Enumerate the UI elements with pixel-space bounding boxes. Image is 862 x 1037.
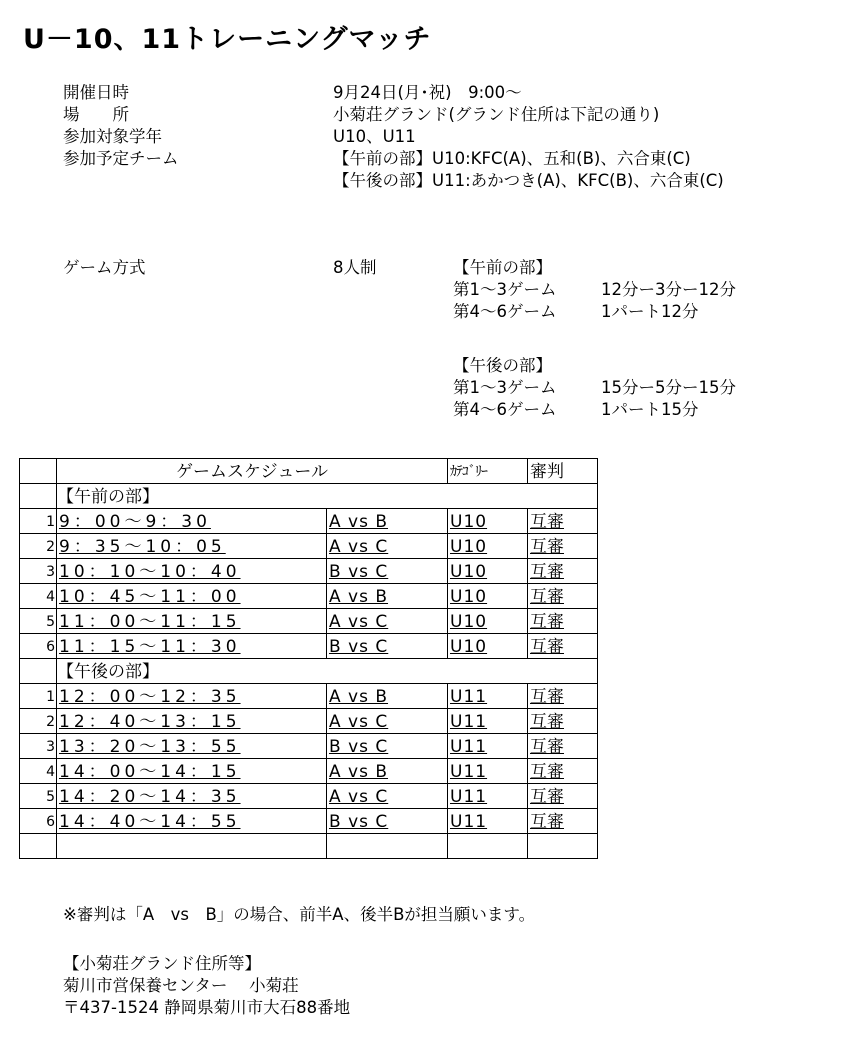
time-slot: 14：40～14：55 [57, 809, 327, 834]
referee: 互審 [528, 559, 598, 584]
game-range: 第4～6ゲーム [453, 302, 557, 321]
schedule-row [20, 784, 598, 809]
address-title: 【小菊荘グランド住所等】 [63, 954, 261, 973]
match-up: A vs C [327, 784, 448, 809]
game-range: 第1～3ゲーム [453, 280, 557, 299]
page-title: U－10、11トレーニングマッチ [23, 24, 432, 55]
row-number: 4 [20, 584, 57, 609]
game-format-am-title: 【午前の部】 [453, 258, 552, 277]
header-referee: 審判 [528, 459, 598, 484]
address-line-2: 〒437-1524 静岡県菊川市大石88番地 [63, 998, 351, 1017]
time-slot: 14：20～14：35 [57, 784, 327, 809]
category: U11 [448, 809, 528, 834]
match-up: A vs B [327, 584, 448, 609]
schedule-row [20, 584, 598, 609]
game-format-pm-title: 【午後の部】 [453, 356, 552, 375]
category: U11 [448, 709, 528, 734]
game-time: 15分ー5分ー15分 [601, 378, 736, 397]
schedule-table [19, 458, 598, 859]
row-number: 1 [20, 509, 57, 534]
referee: 互審 [528, 784, 598, 809]
address-line-1: 菊川市営保養センター 小菊荘 [63, 976, 299, 995]
game-time: 1パート15分 [601, 400, 699, 419]
date-value: 9月24日(月･祝) 9:00～ [333, 83, 522, 102]
place-value: 小菊荘グランド(グランド住所は下記の通り) [333, 105, 660, 124]
referee-note: ※審判は「A vs B」の場合、前半A、後半Bが担当願います。 [63, 905, 536, 924]
row-number: 6 [20, 634, 57, 659]
date-label: 開催日時 [63, 83, 129, 102]
game-time: 12分ー3分ー12分 [601, 280, 736, 299]
time-slot: 11：00～11：15 [57, 609, 327, 634]
teams-label: 参加予定チーム [63, 149, 179, 168]
referee: 互審 [528, 734, 598, 759]
schedule-row [20, 709, 598, 734]
row-number: 5 [20, 609, 57, 634]
row-number: 2 [20, 534, 57, 559]
time-slot: 9：35～10：05 [57, 534, 327, 559]
category: U10 [448, 584, 528, 609]
game-format-players: 8人制 [333, 258, 377, 277]
empty-cell [20, 834, 57, 859]
match-up: A vs C [327, 534, 448, 559]
row-number: 1 [20, 684, 57, 709]
game-range: 第4～6ゲーム [453, 400, 557, 419]
category: U10 [448, 609, 528, 634]
time-slot: 9：00～9：30 [57, 509, 327, 534]
schedule-row [20, 534, 598, 559]
empty-cell [327, 834, 448, 859]
header-title: ゲームスケジュール [57, 459, 448, 484]
time-slot: 12：40～13：15 [57, 709, 327, 734]
teams-am: 【午前の部】U10:KFC(A)、五和(B)、六合東(C) [333, 149, 691, 168]
section-blank [20, 484, 57, 509]
category: U11 [448, 734, 528, 759]
time-slot: 13：20～13：55 [57, 734, 327, 759]
empty-cell [528, 834, 598, 859]
referee: 互審 [528, 609, 598, 634]
row-number: 2 [20, 709, 57, 734]
empty-row [20, 834, 598, 859]
grades-value: U10、U11 [333, 127, 416, 146]
game-format-am-row-2 [453, 301, 699, 323]
match-up: A vs C [327, 609, 448, 634]
referee: 互審 [528, 684, 598, 709]
header-category: ｶﾃｺﾞﾘｰ [448, 459, 528, 484]
schedule-row [20, 609, 598, 634]
time-slot: 12：00～12：35 [57, 684, 327, 709]
schedule-row [20, 684, 598, 709]
time-slot: 10：10～10：40 [57, 559, 327, 584]
empty-cell [57, 834, 327, 859]
row-number: 6 [20, 809, 57, 834]
referee: 互審 [528, 709, 598, 734]
schedule-row [20, 634, 598, 659]
grades-label: 参加対象学年 [63, 127, 162, 146]
row-number: 3 [20, 559, 57, 584]
empty-cell [448, 834, 528, 859]
schedule-row [20, 809, 598, 834]
category: U11 [448, 684, 528, 709]
category: U10 [448, 559, 528, 584]
referee: 互審 [528, 634, 598, 659]
section-blank [20, 659, 57, 684]
category: U11 [448, 759, 528, 784]
section-row-pm [20, 659, 598, 684]
schedule-row [20, 559, 598, 584]
game-time: 1パート12分 [601, 302, 699, 321]
game-range: 第1～3ゲーム [453, 378, 557, 397]
match-up: A vs B [327, 684, 448, 709]
game-format-pm-row-2 [453, 399, 699, 421]
row-number: 5 [20, 784, 57, 809]
category: U10 [448, 509, 528, 534]
section-am: 【午前の部】 [57, 484, 598, 509]
category: U10 [448, 534, 528, 559]
teams-pm: 【午後の部】U11:あかつき(A)、KFC(B)、六合東(C) [333, 171, 724, 190]
row-number: 4 [20, 759, 57, 784]
section-pm: 【午後の部】 [57, 659, 598, 684]
row-number: 3 [20, 734, 57, 759]
schedule-row [20, 509, 598, 534]
referee: 互審 [528, 759, 598, 784]
category: U11 [448, 784, 528, 809]
match-up: A vs B [327, 759, 448, 784]
category: U10 [448, 634, 528, 659]
header-blank [20, 459, 57, 484]
match-up: B vs C [327, 634, 448, 659]
match-up: B vs C [327, 734, 448, 759]
referee: 互審 [528, 584, 598, 609]
schedule-row [20, 734, 598, 759]
time-slot: 14：00～14：15 [57, 759, 327, 784]
match-up: B vs C [327, 809, 448, 834]
section-row-am [20, 484, 598, 509]
game-format-label: ゲーム方式 [63, 258, 146, 277]
game-format-am-row-1 [453, 279, 736, 301]
referee: 互審 [528, 509, 598, 534]
match-up: A vs C [327, 709, 448, 734]
match-up: B vs C [327, 559, 448, 584]
match-up: A vs B [327, 509, 448, 534]
time-slot: 11：15～11：30 [57, 634, 327, 659]
time-slot: 10：45～11：00 [57, 584, 327, 609]
schedule-header-row [20, 459, 598, 484]
referee: 互審 [528, 534, 598, 559]
schedule-row [20, 759, 598, 784]
place-label: 場 所 [63, 105, 129, 124]
game-format-pm-row-1 [453, 377, 736, 399]
referee: 互審 [528, 809, 598, 834]
